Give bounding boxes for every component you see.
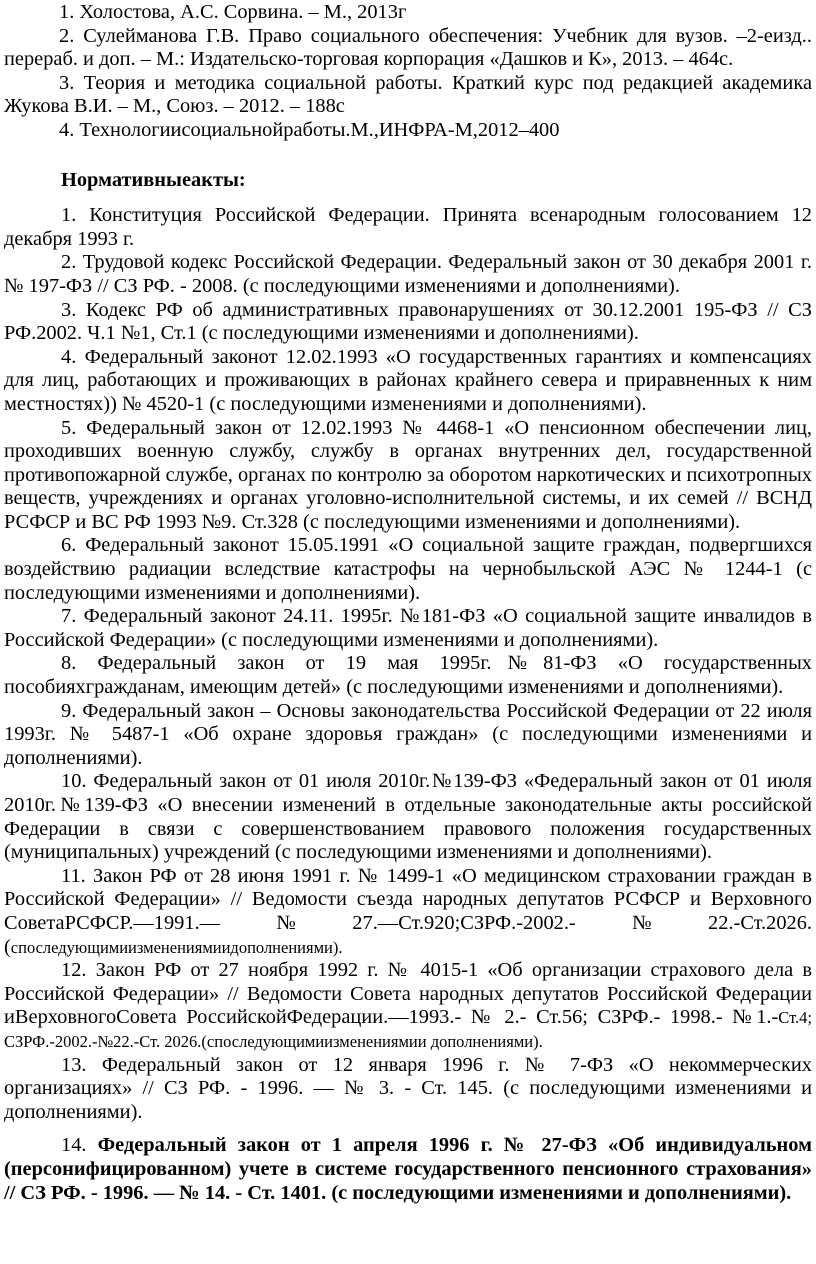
item-text: Трудовой кодекс Российской Федерации. Федеральный закон от 30 декабря 2001 г. № 197-ФЗ // СЗ РФ. - 2008. (с последующими изменениями и дополнениями). [4,251,812,297]
item-number: 1. [61,204,77,227]
item-text: Конституция Российской Федерации. Принята всенародным голосованием 12 декабря 1993 г. [4,204,812,250]
item-text: Федеральный законот 15.05.1991 «О социальной защите граждан, подвергшихся воздействию радиации вследствие катастрофы на чернобыльской АЭС № 1244-1 (с последующими изменениями и дополнениями). [4,534,812,604]
item-number: 3. [59,71,75,94]
item-text-small: Ст.4; СЗРФ.-2002.-№22.-Ст. 2026.(споследующимиизменениямии дополнениями). [4,1008,812,1051]
item-number: 4. [59,118,75,141]
item-number: 13. [61,1053,87,1076]
act-item [4,204,812,251]
literature-list [4,0,812,143]
act-item [4,959,812,1053]
spacer [4,143,812,169]
item-text: Федеральный закон от 01 июля 2010г.№139-ФЗ «Федеральный закон от 01 июля 2010г.№139-ФЗ «О внесении изменений в отдельные законодательные акты российской Федерации в связи с совершенствованием правового положения государственных (муниципальных) учреждений (с последующими изменениями и дополнениями). [4,770,812,864]
item-text: Федеральный закон от 19 мая 1995г.№81-ФЗ «О государственных пособияхгражданам, имеющим детей» (с последующими изменениями и дополнениями). [4,652,812,699]
document-page [4,0,812,1205]
item-text: Федеральный закон от 12 января 1996 г. № 7-ФЗ «О некоммерческих организациях» // СЗ РФ. - 1996. — № 3. - Ст. 145. (с последующими изменениями и дополнениями). [4,1053,812,1123]
item-number: 4. [61,345,77,368]
item-number: 7. [61,605,77,628]
act-item [4,652,812,699]
act-item [4,299,812,346]
item-number: 3. [61,298,77,321]
item-text: Закон РФ от 28 июня 1991 г. № 1499-1 «О медицинском страховании граждан в Российской Федерации» // Ведомости съезда народных депутатов РСФСР и Верховного СоветаРСФСР.—1991.—№27.—Ст.920;СЗРФ.-2002.-№22.- [4,864,812,934]
item-text: Технологиисоциальнойработы.М.,ИНФРА-М,2012–400 [79,118,560,141]
literature-item [4,25,812,72]
act-item [4,605,812,652]
item-text: Федеральный закон – Основы законодательства Российской Федерации от 22 июля 1993г. № 5487-1 «Об охране здоровья граждан» (с последующими изменениями и дополнениями). [4,699,812,769]
item-text: Сулейманова Г.В. Право социального обеспечения: Учебник для вузов. –2-еизд.. перераб. и доп. – М.: Издательско-торговая корпорация «Дашков и К», 2013. – 464с. [4,24,812,71]
act-item [4,865,812,959]
item-text: Кодекс РФ об административных правонарушениях от 30.12.2001 195-ФЗ // СЗ РФ.2002. Ч.1 №1, Ст.1 (с последующими изменениями и дополнениями). [4,298,812,345]
item-number: 5. [61,416,77,439]
item-number: 6. [61,534,77,557]
item-text: Федеральный закон от 12.02.1993 № 4468-1 «О пенсионном обеспечении лиц, проходивших военную службу, службу в органах внутренних дел, государственной противопожарной службе, органах по контролю за оборотом наркотических и психотропных веществ, учреждениях и органах уголовно-исполнительной системы, и их семей // ВСНД РСФСР и ВС РФ 1993 №9. Ст.328 (с последующими изменениями и дополнениями). [4,416,812,533]
item-number: 8. [61,652,77,675]
item-text-tail: Ст.2026.( [4,911,812,958]
item-number: 12. [61,959,87,982]
item-number: 1. [59,1,75,23]
act-item [4,700,812,771]
item-text-bold: Федеральный закон от 1 апреля 1996 г. № 27-ФЗ «Об индивидуальном (персонифицированном) учете в системе государственного пенсионного страхования» // СЗ РФ. - 1996. — № 14. - Ст. 1401. (с последующими изменениями и дополнениями). [4,1134,812,1204]
acts-list [4,204,812,1205]
literature-item [4,72,812,119]
item-text: Теория и методика социальной работы. Краткий курс под редакцией академика Жукова В.И. – М., Союз. – 2012. – 188с [4,71,812,118]
act-item [4,1054,812,1125]
section-heading: Нормативныеакты: [61,168,246,191]
item-number: 11. [61,864,86,887]
item-number: 14. [61,1134,87,1157]
act-item [4,417,812,535]
act-item [4,1134,812,1205]
item-number: 2. [61,251,77,274]
act-item [4,770,812,864]
act-item [4,346,812,417]
act-item [4,534,812,605]
literature-item [4,0,812,25]
item-text-small: споследующимиизменениямиидополнениями). [10,937,343,957]
item-number: 10. [61,770,87,793]
act-item [4,251,812,298]
literature-item [4,119,812,143]
item-number: 2. [59,24,75,47]
item-text: Федеральный законот 24.11. 1995г. №181-ФЗ «О социальной защите инвалидов в Российской Федерации» (с последующими изменениями и дополнениями). [4,605,812,651]
item-text: Закон РФ от 27 ноября 1992 г. № 4015-1 «Об организации страхового дела в Российской Федерации» // Ведомости Совета народных депутатов Российской Федерации иВерховногоСовета РоссийскойФедерации.—1993.- № 2.- Ст.56; СЗРФ.- 1998.- №1.- [4,959,812,1029]
item-number: 9. [61,699,77,722]
item-text: Федеральный законот 12.02.1993 «О государственных гарантиях и компенсациях для лиц, работающих и проживающих в районах крайнего севера и приравненных к ним местностях)) № 4520-1 (с последующими изменениями и дополнениями). [4,345,812,415]
item-text: Холостова, А.С. Сорвина. – М., 2013г [79,1,407,23]
